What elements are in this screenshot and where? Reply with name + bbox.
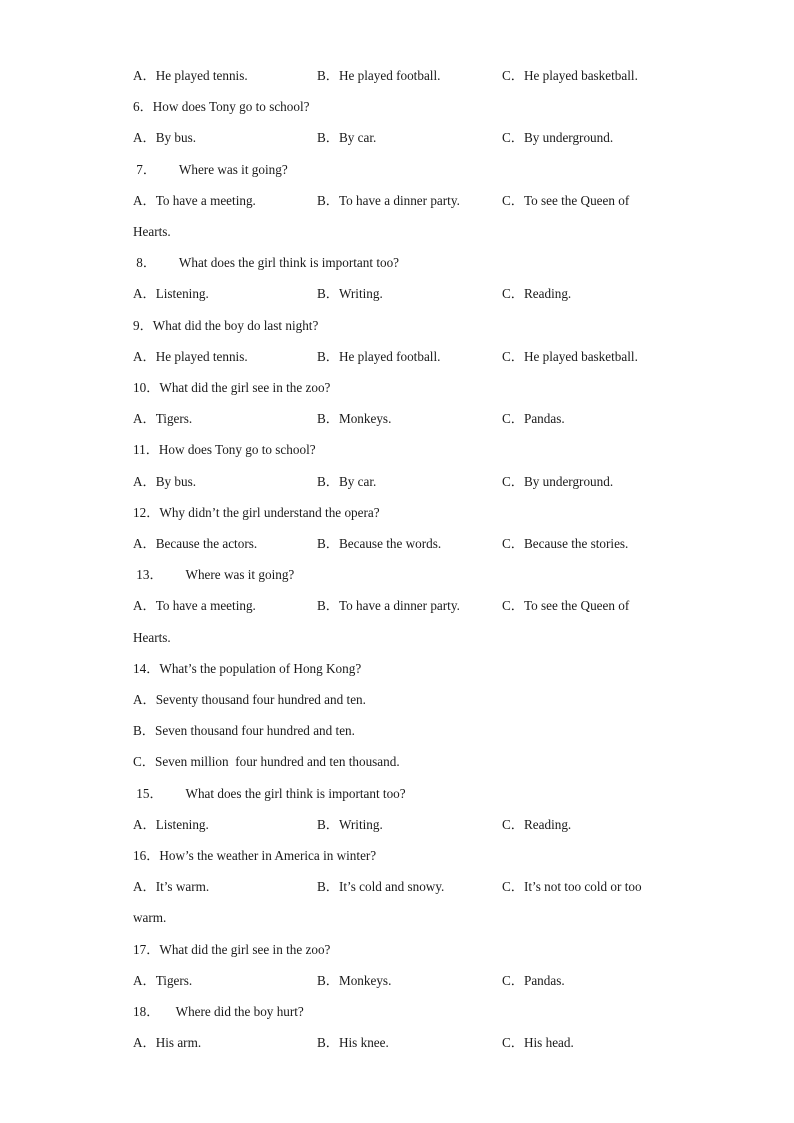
- answer-options-row: [0, 595, 794, 617]
- line-text: C．Seven million four hundred and ten thousand.: [133, 754, 400, 770]
- question-text: [0, 564, 794, 586]
- answer-options-row: [0, 408, 794, 430]
- question-text: [0, 439, 794, 461]
- answer-option-b: B．He played football.: [317, 348, 441, 364]
- line-text: Hearts.: [133, 629, 171, 645]
- answer-option-b: B．Monkeys.: [317, 972, 392, 988]
- answer-option-c: C．It’s not too cold or too: [502, 879, 642, 895]
- answer-option-a: A．He played tennis.: [133, 348, 248, 364]
- answer-option-c: C．To see the Queen of: [502, 192, 630, 208]
- answer-options-row: [0, 876, 794, 898]
- answer-option-c: C．By underground.: [502, 130, 614, 146]
- answer-option-b: B．He played football.: [317, 68, 441, 83]
- line-text: 11．How does Tony go to school?: [133, 442, 316, 458]
- answer-option-b: B．To have a dinner party.: [317, 598, 460, 614]
- line-text: 17．What did the girl see in the zoo?: [133, 941, 331, 957]
- answer-option-a: A．By bus.: [133, 473, 197, 489]
- line-text: 7． Where was it going?: [133, 161, 288, 177]
- line-text: Hearts.: [133, 224, 171, 239]
- answer-option-c: C．Because the stories.: [502, 536, 629, 551]
- question-text: [0, 377, 794, 399]
- answer-option-a: A．It’s warm.: [133, 879, 210, 895]
- answer-option-c: C．To see the Queen of: [502, 598, 630, 614]
- answer-option-a: A．Tigers.: [133, 972, 193, 988]
- line-text: 16．How’s the weather in America in winter?: [133, 848, 377, 863]
- question-text: [0, 96, 794, 118]
- answer-option-c: C．He played basketball.: [502, 68, 638, 83]
- line-text: 14．What’s the population of Hong Kong?: [133, 660, 362, 676]
- answer-options-row: [0, 346, 794, 368]
- option-continuation: [0, 627, 794, 649]
- option-continuation: [0, 221, 794, 243]
- answer-option-b: B．It’s cold and snowy.: [317, 879, 445, 895]
- answer-options-row: [0, 65, 794, 87]
- answer-option: [0, 751, 794, 773]
- answer-option-b: B．Monkeys.: [317, 411, 392, 427]
- answer-option-a: A．Listening.: [133, 816, 209, 832]
- answer-options-row: [0, 127, 794, 149]
- answer-options-row: [0, 970, 794, 992]
- question-text: [0, 159, 794, 181]
- answer-option-b: B．His knee.: [317, 1035, 389, 1051]
- question-text: [0, 845, 794, 867]
- question-text: [0, 1001, 794, 1023]
- answer-option-c: C．By underground.: [502, 473, 614, 489]
- answer-option-b: B．Writing.: [317, 286, 383, 302]
- answer-option-b: B．Writing.: [317, 816, 383, 832]
- question-text: [0, 252, 794, 274]
- option-continuation: [0, 907, 794, 929]
- answer-option-b: B．Because the words.: [317, 536, 442, 551]
- question-text: [0, 939, 794, 961]
- answer-option-b: B．To have a dinner party.: [317, 192, 460, 208]
- line-text: 9．What did the boy do last night?: [133, 317, 319, 333]
- question-text: [0, 315, 794, 337]
- answer-option-a: A．His arm.: [133, 1035, 202, 1051]
- answer-option-c: C．He played basketball.: [502, 348, 638, 364]
- line-text: 18． Where did the boy hurt?: [133, 1004, 304, 1019]
- answer-option-c: C．Reading.: [502, 286, 572, 302]
- answer-option-a: A．He played tennis.: [133, 68, 248, 83]
- answer-option-c: C．His head.: [502, 1035, 574, 1051]
- answer-option-c: C．Reading.: [502, 816, 572, 832]
- question-text: [0, 502, 794, 524]
- line-text: 15． What does the girl think is important too?: [133, 785, 406, 801]
- answer-option-a: A．Listening.: [133, 286, 209, 302]
- line-text: 12．Why didn’t the girl understand the opera?: [133, 504, 380, 520]
- answer-options-row: [0, 190, 794, 212]
- answer-options-row: [0, 283, 794, 305]
- answer-option-b: B．By car.: [317, 130, 377, 146]
- answer-option-c: C．Pandas.: [502, 972, 565, 988]
- answer-option-a: A．Because the actors.: [133, 536, 258, 551]
- answer-option-a: A．To have a meeting.: [133, 192, 256, 208]
- answer-options-row: [0, 1032, 794, 1054]
- line-text: B．Seven thousand four hundred and ten.: [133, 723, 355, 739]
- question-text: [0, 783, 794, 805]
- line-text: 10．What did the girl see in the zoo?: [133, 380, 331, 395]
- answer-option-a: A．By bus.: [133, 130, 197, 146]
- line-text: 6．How does Tony go to school?: [133, 99, 310, 115]
- answer-option: [0, 689, 794, 711]
- answer-option-a: A．Tigers.: [133, 411, 193, 427]
- line-text: 8． What does the girl think is important too?: [133, 255, 400, 271]
- answer-option-b: B．By car.: [317, 473, 377, 489]
- line-text: A．Seventy thousand four hundred and ten.: [133, 692, 366, 707]
- question-text: [0, 658, 794, 680]
- answer-option: [0, 720, 794, 742]
- answer-options-row: [0, 471, 794, 493]
- answer-option-a: A．To have a meeting.: [133, 598, 256, 614]
- line-text: 13． Where was it going?: [133, 567, 295, 583]
- answer-options-row: [0, 814, 794, 836]
- answer-options-row: [0, 533, 794, 555]
- answer-option-c: C．Pandas.: [502, 411, 565, 427]
- line-text: warm.: [133, 910, 167, 926]
